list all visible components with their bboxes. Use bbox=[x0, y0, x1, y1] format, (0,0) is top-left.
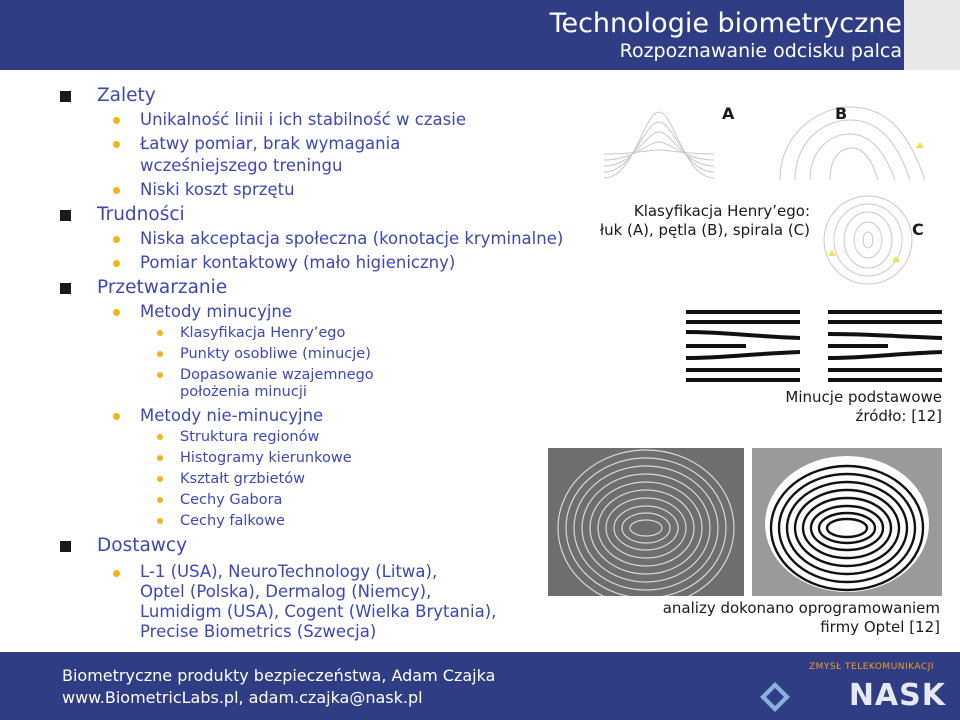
list-item: Metody minucyjne bbox=[58, 301, 578, 323]
dot-bullet-icon bbox=[113, 309, 120, 316]
list-item: Unikalność linii i ich stabilność w czasie bbox=[58, 109, 578, 131]
henry-arch-image bbox=[604, 92, 714, 184]
sub-list-item: Punkty osobliwe (minucje) bbox=[58, 346, 578, 363]
dot-bullet-icon bbox=[113, 236, 120, 243]
list-item: Niska akceptacja społeczna (konotacje kryminalne) bbox=[58, 228, 578, 250]
logo-tagline: ZMYSŁ TELEKOMUNIKACJI bbox=[808, 662, 934, 672]
slide-footer bbox=[0, 652, 960, 720]
section-vendors bbox=[58, 534, 578, 558]
henry-label-c: C bbox=[912, 220, 924, 239]
square-bullet-icon bbox=[60, 541, 71, 552]
header-corner-strip bbox=[904, 0, 960, 70]
sub-list-item: Struktura regionów bbox=[58, 429, 578, 446]
dot-bullet-icon bbox=[157, 434, 163, 440]
dot-bullet-icon bbox=[157, 476, 163, 482]
dot-bullet-icon bbox=[157, 330, 163, 336]
section-difficulties bbox=[58, 203, 578, 227]
dot-bullet-icon bbox=[113, 570, 120, 577]
slide-subtitle: Rozpoznawanie odcisku palca bbox=[619, 40, 902, 62]
list-item-continuation: Optel (Polska), Dermalog (Niemcy), bbox=[140, 582, 432, 601]
dot-bullet-icon bbox=[113, 413, 120, 420]
list-item: L-1 (USA), NeuroTechnology (Litwa), bbox=[58, 562, 578, 582]
henry-caption: Klasyfikacja Henry’ego: łuk (A), pętla (B), spirala (C) bbox=[599, 202, 810, 239]
section-heading: Dostawcy bbox=[97, 535, 188, 556]
footer-author: Biometryczne produkty bezpieczeństwa, Adam Czajka bbox=[62, 666, 496, 685]
dot-bullet-icon bbox=[157, 455, 163, 461]
section-processing bbox=[58, 276, 578, 300]
dot-bullet-icon bbox=[157, 372, 163, 378]
dot-bullet-icon bbox=[157, 518, 163, 524]
logo-name: NASK bbox=[848, 678, 946, 713]
list-item: Metody nie-minucyjne bbox=[58, 405, 578, 427]
minutiae-caption: Minucje podstawowe źródło: [12] bbox=[785, 388, 942, 425]
sub-list-item: Cechy Gabora bbox=[58, 492, 578, 509]
henry-whorl-image bbox=[806, 194, 916, 286]
henry-label-a: A bbox=[722, 104, 735, 123]
sub-list-item-continuation: położenia minucji bbox=[180, 384, 307, 400]
optel-caption: analizy dokonano oprogramowaniem firmy Optel [12] bbox=[662, 599, 940, 636]
section-heading: Zalety bbox=[97, 85, 156, 106]
nask-logo bbox=[746, 662, 946, 714]
dot-bullet-icon bbox=[113, 187, 120, 194]
dot-bullet-icon bbox=[113, 141, 120, 148]
fingerprint-analysis-image bbox=[752, 448, 942, 596]
slide-header bbox=[0, 0, 960, 70]
minutia-bifurcation-image bbox=[828, 308, 942, 384]
list-item: Niski koszt sprzętu bbox=[58, 179, 578, 201]
square-bullet-icon bbox=[60, 210, 71, 221]
henry-label-b: B bbox=[835, 104, 848, 123]
dot-bullet-icon bbox=[113, 117, 120, 124]
footer-contact: www.BiometricLabs.pl, adam.czajka@nask.pl bbox=[62, 688, 423, 707]
list-item-continuation: Precise Biometrics (Szwecja) bbox=[140, 622, 377, 641]
square-bullet-icon bbox=[60, 283, 71, 294]
section-advantages bbox=[58, 84, 578, 108]
sub-list-item: Kształt grzbietów bbox=[58, 471, 578, 488]
sub-list-item: Klasyfikacja Henry’ego bbox=[58, 325, 578, 342]
dot-bullet-icon bbox=[157, 351, 163, 357]
section-heading: Przetwarzanie bbox=[97, 277, 228, 298]
sub-list-item: Cechy falkowe bbox=[58, 513, 578, 530]
list-item: Łatwy pomiar, brak wymagania bbox=[58, 133, 578, 155]
square-bullet-icon bbox=[60, 91, 71, 102]
section-heading: Trudności bbox=[97, 204, 185, 225]
minutia-ending-image bbox=[686, 308, 800, 384]
sub-list-item: Histogramy kierunkowe bbox=[58, 450, 578, 467]
slide-outline bbox=[58, 84, 578, 644]
list-item-continuation: Lumidigm (USA), Cogent (Wielka Brytania), bbox=[140, 602, 497, 621]
list-item-continuation: wcześniejszego treningu bbox=[140, 156, 343, 175]
dot-bullet-icon bbox=[113, 260, 120, 267]
dot-bullet-icon bbox=[157, 497, 163, 503]
list-item: Pomiar kontaktowy (mało higieniczny) bbox=[58, 252, 578, 274]
sub-list-item: Dopasowanie wzajemnego bbox=[58, 367, 578, 384]
fingerprint-scan-image bbox=[548, 448, 744, 596]
slide-title: Technologie biometryczne bbox=[549, 8, 902, 39]
diamond-logo-icon bbox=[760, 682, 790, 712]
